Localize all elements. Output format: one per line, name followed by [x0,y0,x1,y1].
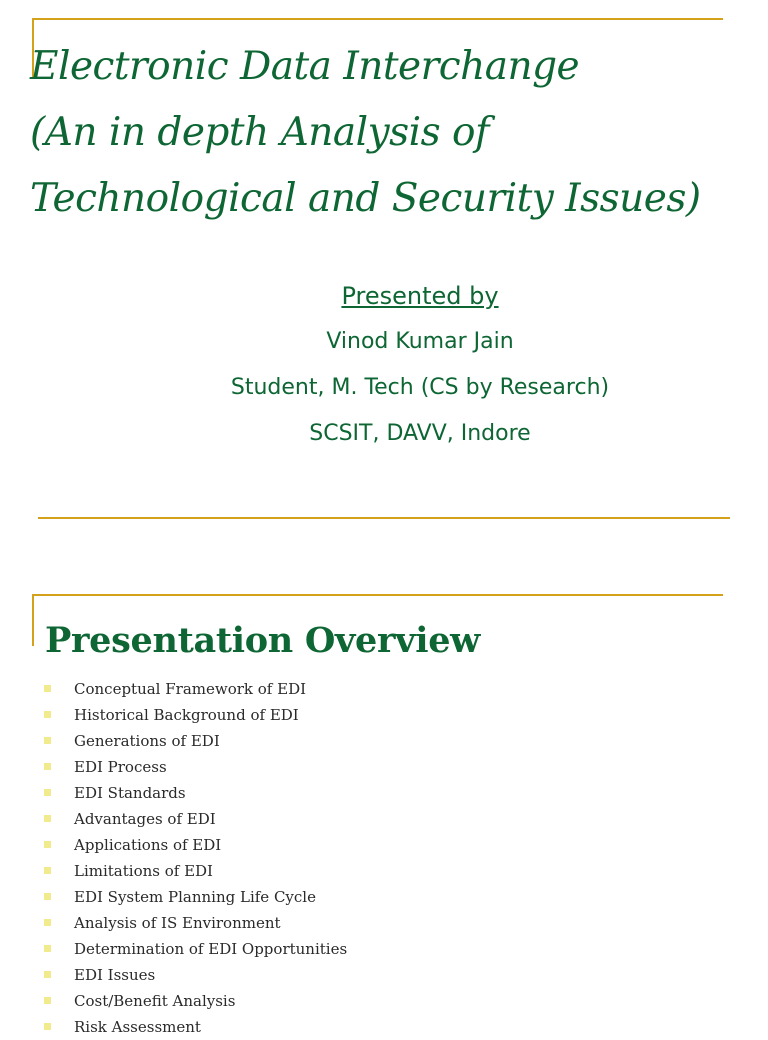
list-item-text: Cost/Benefit Analysis [74,992,236,1010]
bottom-rule [38,517,730,519]
presenter-role: Student, M. Tech (CS by Research) [230,375,610,400]
bullet-square-icon [44,971,51,978]
overview-title: Presentation Overview [45,620,480,661]
list-item [44,1014,347,1040]
list-item [44,962,347,988]
bullet-square-icon [44,841,51,848]
list-item-text: EDI System Planning Life Cycle [74,888,316,906]
bullet-square-icon [44,763,51,770]
bullet-square-icon [44,789,51,796]
bullet-square-icon [44,685,51,692]
list-item-text: Generations of EDI [74,732,220,750]
list-item-text: Determination of EDI Opportunities [74,940,348,958]
list-item [44,988,347,1014]
presented-by-heading: Presented by [341,282,499,310]
list-item-text: Historical Background of EDI [74,706,299,724]
bullet-square-icon [44,945,51,952]
list-item [44,806,347,832]
presenter-name: Vinod Kumar Jain [326,329,514,354]
list-item-text: EDI Issues [74,966,156,984]
list-item [44,728,347,754]
list-item [44,832,347,858]
list-item-text: EDI Process [74,758,167,776]
presenter-block [160,273,680,457]
bullet-square-icon [44,997,51,1004]
overview-list [44,676,347,1040]
list-item-text: Conceptual Framework of EDI [74,680,307,698]
bullet-square-icon [44,711,51,718]
list-item [44,936,347,962]
list-item [44,884,347,910]
list-item-text: Risk Assessment [74,1018,201,1036]
bullet-square-icon [44,1023,51,1030]
bullet-square-icon [44,893,51,900]
list-item-text: Limitations of EDI [74,862,213,880]
title-line-1: Electronic Data Interchange [30,44,580,89]
overview-top-rule [32,594,723,596]
list-item [44,676,347,702]
bullet-square-icon [44,737,51,744]
list-item [44,702,347,728]
slide-title [30,34,750,232]
overview-slide [0,560,768,1036]
title-line-3: Technological and Security Issues) [30,176,701,221]
title-line-2: (An in depth Analysis of [30,110,489,155]
list-item [44,858,347,884]
bullet-square-icon [44,867,51,874]
list-item-text: Advantages of EDI [74,810,216,828]
presenter-org: SCSIT, DAVV, Indore [309,421,531,446]
list-item [44,754,347,780]
bullet-square-icon [44,919,51,926]
overview-left-rule [32,594,34,646]
list-item-text: Applications of EDI [74,836,222,854]
top-rule [32,18,723,20]
list-item-text: EDI Standards [74,784,186,802]
list-item [44,780,347,806]
bullet-square-icon [44,815,51,822]
list-item-text: Analysis of IS Environment [74,914,281,932]
list-item [44,910,347,936]
